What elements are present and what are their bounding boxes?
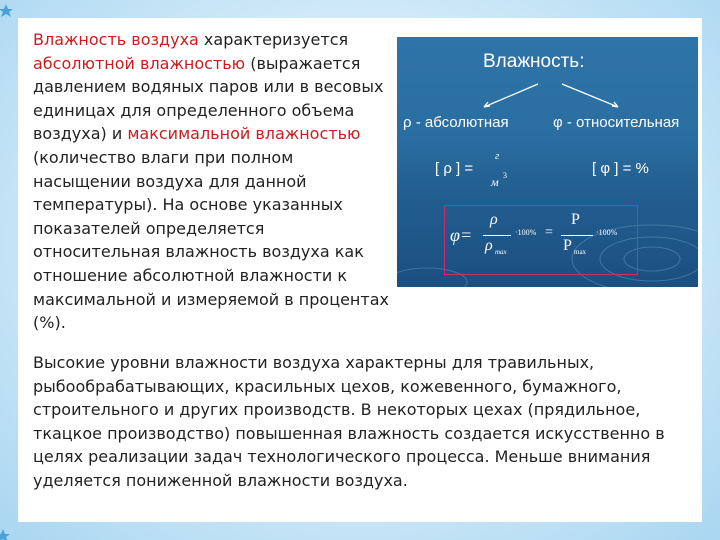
- humidity-diagram-panel: [397, 37, 698, 287]
- formula-sub-max-1: max: [495, 248, 507, 256]
- fraction-bar-2: [561, 235, 593, 236]
- humidity-formula: [444, 205, 638, 275]
- industry-paragraph: Высокие уровни влажности воздуха характерны для травильных, рыбообрабатывающих, красильных цехов, кожевенного, бумажного, строительного и других производств. В некоторых цехах (прядильное, ткацкое производство) повышенная влажность создается искусственно в целях реализации задач технологического процесса. Меньше внимания уделяется пониженной влажности воздуха.: [33, 353, 665, 490]
- unit-numerator: г: [495, 150, 500, 162]
- formula-times100-a: ·100%: [515, 228, 537, 237]
- formula-equals: =: [545, 225, 553, 240]
- formula-P: P: [571, 211, 580, 228]
- formula-rho: ρ: [490, 211, 498, 228]
- term-absolute-humidity: абсолютной влажностью: [33, 53, 246, 73]
- relative-humidity-label: φ - относительная: [553, 114, 680, 131]
- fraction-bar-1: [483, 235, 511, 236]
- term-maximum-humidity: максимальной влажностью: [127, 124, 361, 144]
- diagram-title: Влажность:: [483, 51, 585, 72]
- unit-exponent: 3: [503, 171, 507, 180]
- absolute-humidity-label: ρ - абсолютная: [403, 114, 509, 131]
- formula-P-max: P: [563, 237, 572, 254]
- intro-text-3: (количество влаги при полном насыщении воздуха для данной температуры). На основе указанных показателей определяется относительная влажность воздуха как отношение абсолютной влажности к максимальной и измеряемой в процентах (%).: [33, 147, 389, 333]
- formula-phi: φ=: [450, 225, 473, 245]
- intro-paragraph: [33, 28, 393, 335]
- formula-times100-b: ·100%: [596, 228, 618, 237]
- term-air-humidity: Влажность воздуха: [33, 30, 199, 49]
- formula-rho-max: ρ: [485, 237, 493, 254]
- unit-denominator: м: [491, 175, 499, 189]
- intro-text-2: (выражается давлением водяных паров или в весовых единицах для определенного объема воздуха) и: [33, 53, 384, 144]
- relative-unit-label: [ φ ] = %: [592, 160, 649, 177]
- formula-sub-max-2: max: [574, 248, 587, 256]
- absolute-unit-label: [ ρ ] =: [435, 160, 474, 177]
- intro-text-1: характеризуется: [198, 30, 349, 49]
